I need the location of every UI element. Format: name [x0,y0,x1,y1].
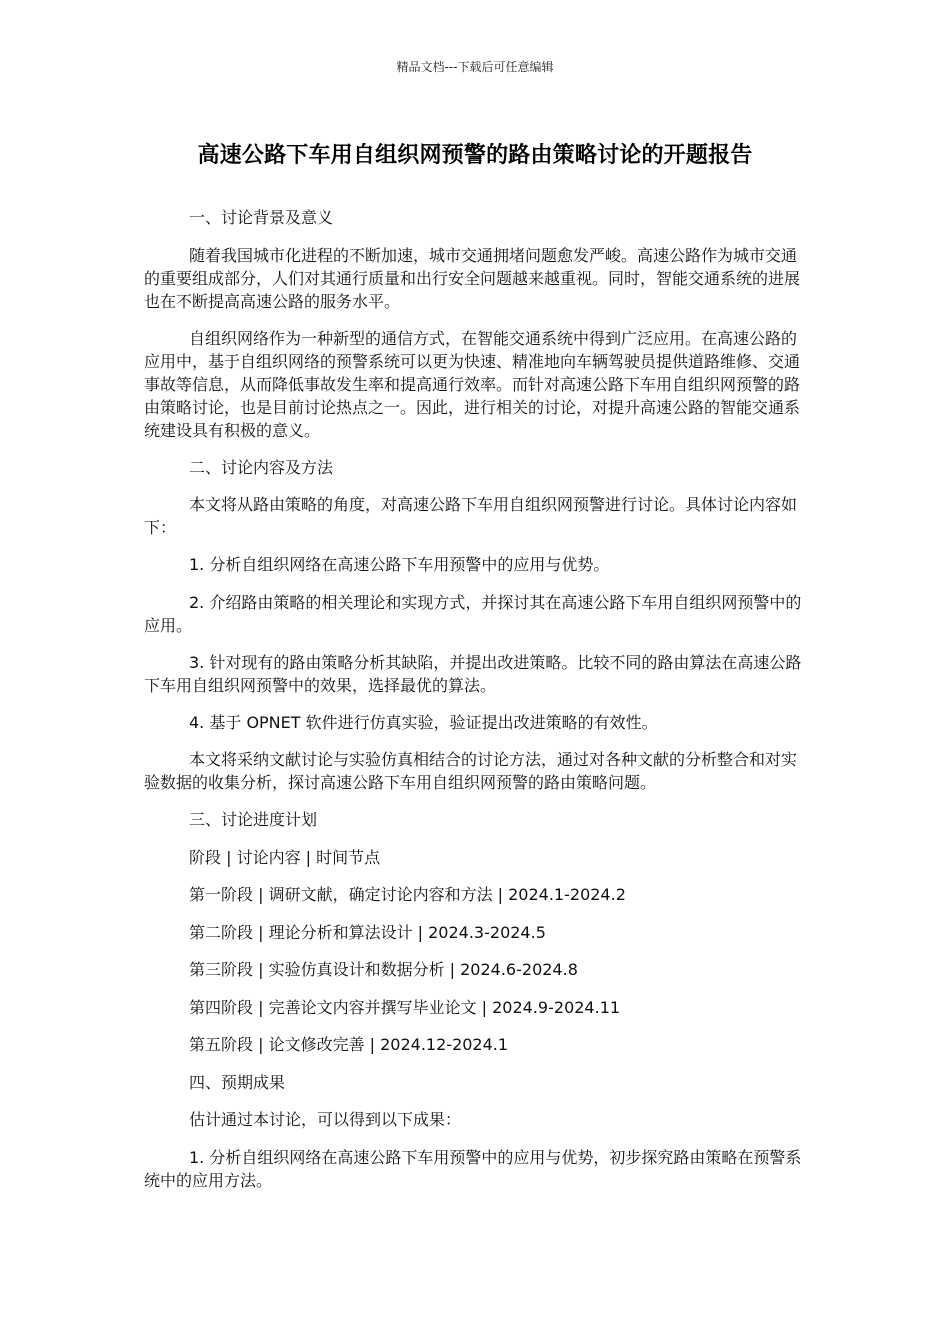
schedule-row-5: 第五阶段 | 论文修改完善 | 2024.12-2024.1 [189,1035,509,1054]
section-heading-content-method: 二、讨论内容及方法 [189,457,334,477]
document-title: 高速公路下车用自组织网预警的路由策略讨论的开题报告 [197,143,753,168]
header-note: 精品文档---下载后可任意编辑 [396,60,554,74]
paragraph-background-1: 随着我国城市化进程的不断加速，城市交通拥堵问题愈发严峻。高速公路作为城市交通的重要组成部分，人们对其通行质量和出行安全问题越来越重视。同时，智能交通系统的进展也在不断提高高速公路的服务水平。 [144,245,801,311]
list-item-content-3: 3. 针对现有的路由策略分析其缺陷，并提出改进策略。比较不同的路由算法在高速公路下车用自组织网预警中的效果，选择最优的算法。 [144,652,802,695]
list-item-content-1: 1. 分析自组织网络在高速公路下车用预警中的应用与优势。 [189,555,610,574]
schedule-header-row: 阶段 | 讨论内容 | 时间节点 [189,847,381,867]
list-item-content-2: 2. 介绍路由策略的相关理论和实现方式，并探讨其在高速公路下车用自组织网预警中的应用。 [144,592,802,635]
schedule-row-1: 第一阶段 | 调研文献，确定讨论内容和方法 | 2024.1-2024.2 [189,885,626,904]
paragraph-method: 本文将采纳文献讨论与实验仿真相结合的讨论方法，通过对各种文献的分析整合和对实验数据的收集分析，探讨高速公路下车用自组织网预警的路由策略问题。 [144,750,798,792]
document-body [144,206,806,1206]
paragraph-content-intro: 本文将从路由策略的角度，对高速公路下车用自组织网预警进行讨论。具体讨论内容如下： [144,495,798,537]
schedule-row-2: 第二阶段 | 理论分析和算法设计 | 2024.3-2024.5 [189,922,546,942]
section-heading-outcomes: 四、预期成果 [189,1072,286,1092]
schedule-row-4: 第四阶段 | 完善论文内容并撰写毕业论文 | 2024.9-2024.11 [189,997,621,1017]
schedule-row-3: 第三阶段 | 实验仿真设计和数据分析 | 2024.6-2024.8 [189,960,578,979]
list-item-content-4: 4. 基于 OPNET 软件进行仿真实验，验证提出改进策略的有效性。 [189,712,658,732]
list-item-outcome-1: 1. 分析自组织网络在高速公路下车用预警中的应用与优势，初步探究路由策略在预警系统中的应用方法。 [144,1147,802,1190]
section-heading-background: 一、讨论背景及意义 [189,208,334,227]
section-heading-schedule: 三、讨论进度计划 [189,810,318,829]
paragraph-background-2: 自组织网络作为一种新型的通信方式，在智能交通系统中得到广泛应用。在高速公路的应用中，基于自组织网络的预警系统可以更为快速、精准地向车辆驾驶员提供道路维修、交通事故等信息，从而降低事故发生率和提高通行效率。而针对高速公路下车用自组织网预警的路由策略讨论，也是目前讨论热点之一。因此，进行相关的讨论，对提升高速公路的智能交通系统建设具有积极的意义。 [144,328,801,440]
paragraph-outcomes-intro: 估计通过本讨论，可以得到以下成果： [189,1110,462,1129]
